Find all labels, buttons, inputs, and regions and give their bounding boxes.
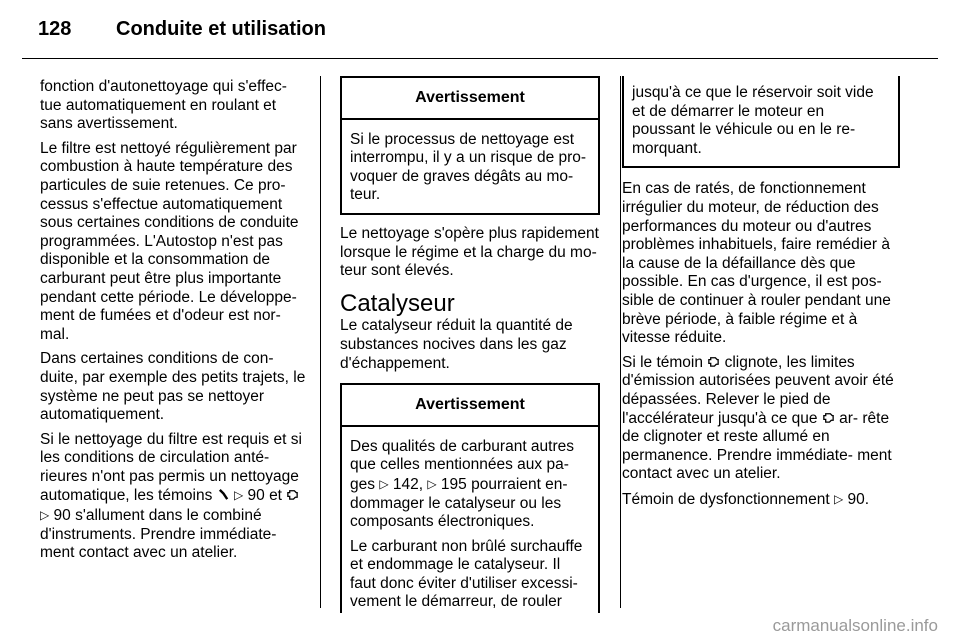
warning-title: Avertissement [342, 78, 598, 120]
warning-text: Si le processus de nettoyage est interrompu, il y a un risque de pro- voquer de graves dégâts au mo- teur. [350, 130, 587, 204]
engine-check-icon [286, 488, 299, 501]
text-span: et [269, 487, 282, 505]
column-3 [622, 76, 902, 515]
text-span: Des qualités de carburant autres que celles mentionnées aux pa- ges [350, 437, 575, 493]
paragraph: En cas de ratés, de fonctionnement irrégulier du moteur, de réduction des performances du moteur ou d'autres problèmes inhabituels, faire remédier à la cause de la défaillance dès que possible. En cas d'urgence, il est pos- sible de continuer à rouler pendant une brève période, à faible régime et à vitesse réduite. [622, 180, 891, 347]
warning-box [340, 76, 600, 215]
reference-arrow-icon: ▷ [379, 476, 389, 491]
paragraph: Le nettoyage s'opère plus rapidement lorsque le régime et la charge du mo- teur sont élevés. [340, 224, 599, 280]
engine-check-icon [707, 355, 720, 368]
page-title: Conduite et utilisation [116, 18, 326, 40]
warning-body [624, 76, 898, 166]
paragraph [622, 354, 902, 484]
page-reference[interactable]: 90 [53, 507, 71, 525]
warning-text [350, 438, 590, 532]
column-divider-right [620, 76, 621, 608]
text-span: clignote, les limites d'émission autorisées peuvent avoir été dépassées. Relever le pied de l'accélérateur jusqu'à ce que [622, 353, 894, 427]
paragraph [40, 431, 308, 563]
page-reference[interactable]: 195 [440, 475, 467, 493]
reference-arrow-icon: ▷ [233, 488, 244, 503]
column-2 [340, 76, 602, 613]
watermark: carmanualsonline.info [772, 616, 938, 635]
text-span: pourraient en- dommager le catalyseur ou les composants électroniques. [350, 475, 568, 531]
warning-title: Avertissement [342, 385, 598, 427]
page-reference[interactable]: 90. [847, 490, 870, 508]
reference-arrow-icon: ▷ [833, 491, 844, 506]
column-1 [40, 78, 308, 569]
column-divider-left [320, 76, 321, 608]
text-span: Si le témoin [622, 353, 703, 371]
page-number: 128 [38, 18, 72, 40]
warning-text: Le carburant non brûlé surchauffe et endommage le catalyseur. Il faut donc éviter d'utiliser excessi- vement le démarreur, de rouler [350, 537, 583, 611]
text-span: Témoin de dysfonctionnement [622, 490, 830, 508]
header-rule [22, 58, 938, 59]
paragraph: Dans certaines conditions de con- duite, par exemple des petits trajets, le système ne peut pas se nettoyer automatiquement. [40, 350, 306, 424]
paragraph: Le filtre est nettoyé régulièrement par combustion à haute température des particules de suie retenues. Ce pro- cessus s'effectue automatiquement sous certaines conditions de conduite programmées. L'Autostop n'est pas disponible et la consommation de carburant peut être plus importante pendant cette période. Le développe- ment de fumées et d'odeur est nor- mal. [40, 139, 299, 343]
section-heading: Catalyseur [340, 289, 455, 317]
warning-text: jusqu'à ce que le réservoir soit vide et de démarrer le moteur en poussant le véhicule ou en le re- morquant. [632, 84, 874, 157]
reference-arrow-icon: ▷ [427, 476, 437, 491]
text-span: ar- rête de clignoter et reste allumé en permanence. Prendre immédiate- ment contact avec un atelier. [622, 409, 892, 483]
engine-check-icon [822, 411, 835, 424]
reference-arrow-icon: ▷ [40, 508, 50, 523]
page-reference[interactable]: 142, [392, 475, 424, 493]
warning-box-continued [622, 76, 900, 168]
warning-body [342, 120, 598, 213]
text-span: Si le nettoyage du filtre est requis et si les conditions de circulation anté- rieures n'ont pas permis un nettoyage automatique, les témoins [40, 430, 302, 505]
warning-body [342, 427, 598, 626]
paragraph [622, 490, 902, 510]
diesel-particle-filter-icon [217, 488, 230, 501]
text-span: s'allument dans le combiné d'instruments. Prendre immédiate- ment contact avec un atelier. [40, 507, 277, 562]
paragraph: fonction d'autonettoyage qui s'effec- tue automatiquement en roulant et sans avertissement. [40, 78, 287, 133]
page-reference[interactable]: 90 [247, 487, 265, 505]
paragraph: Le catalyseur réduit la quantité de substances nocives dans les gaz d'échappement. [340, 317, 573, 372]
warning-box [340, 383, 600, 613]
